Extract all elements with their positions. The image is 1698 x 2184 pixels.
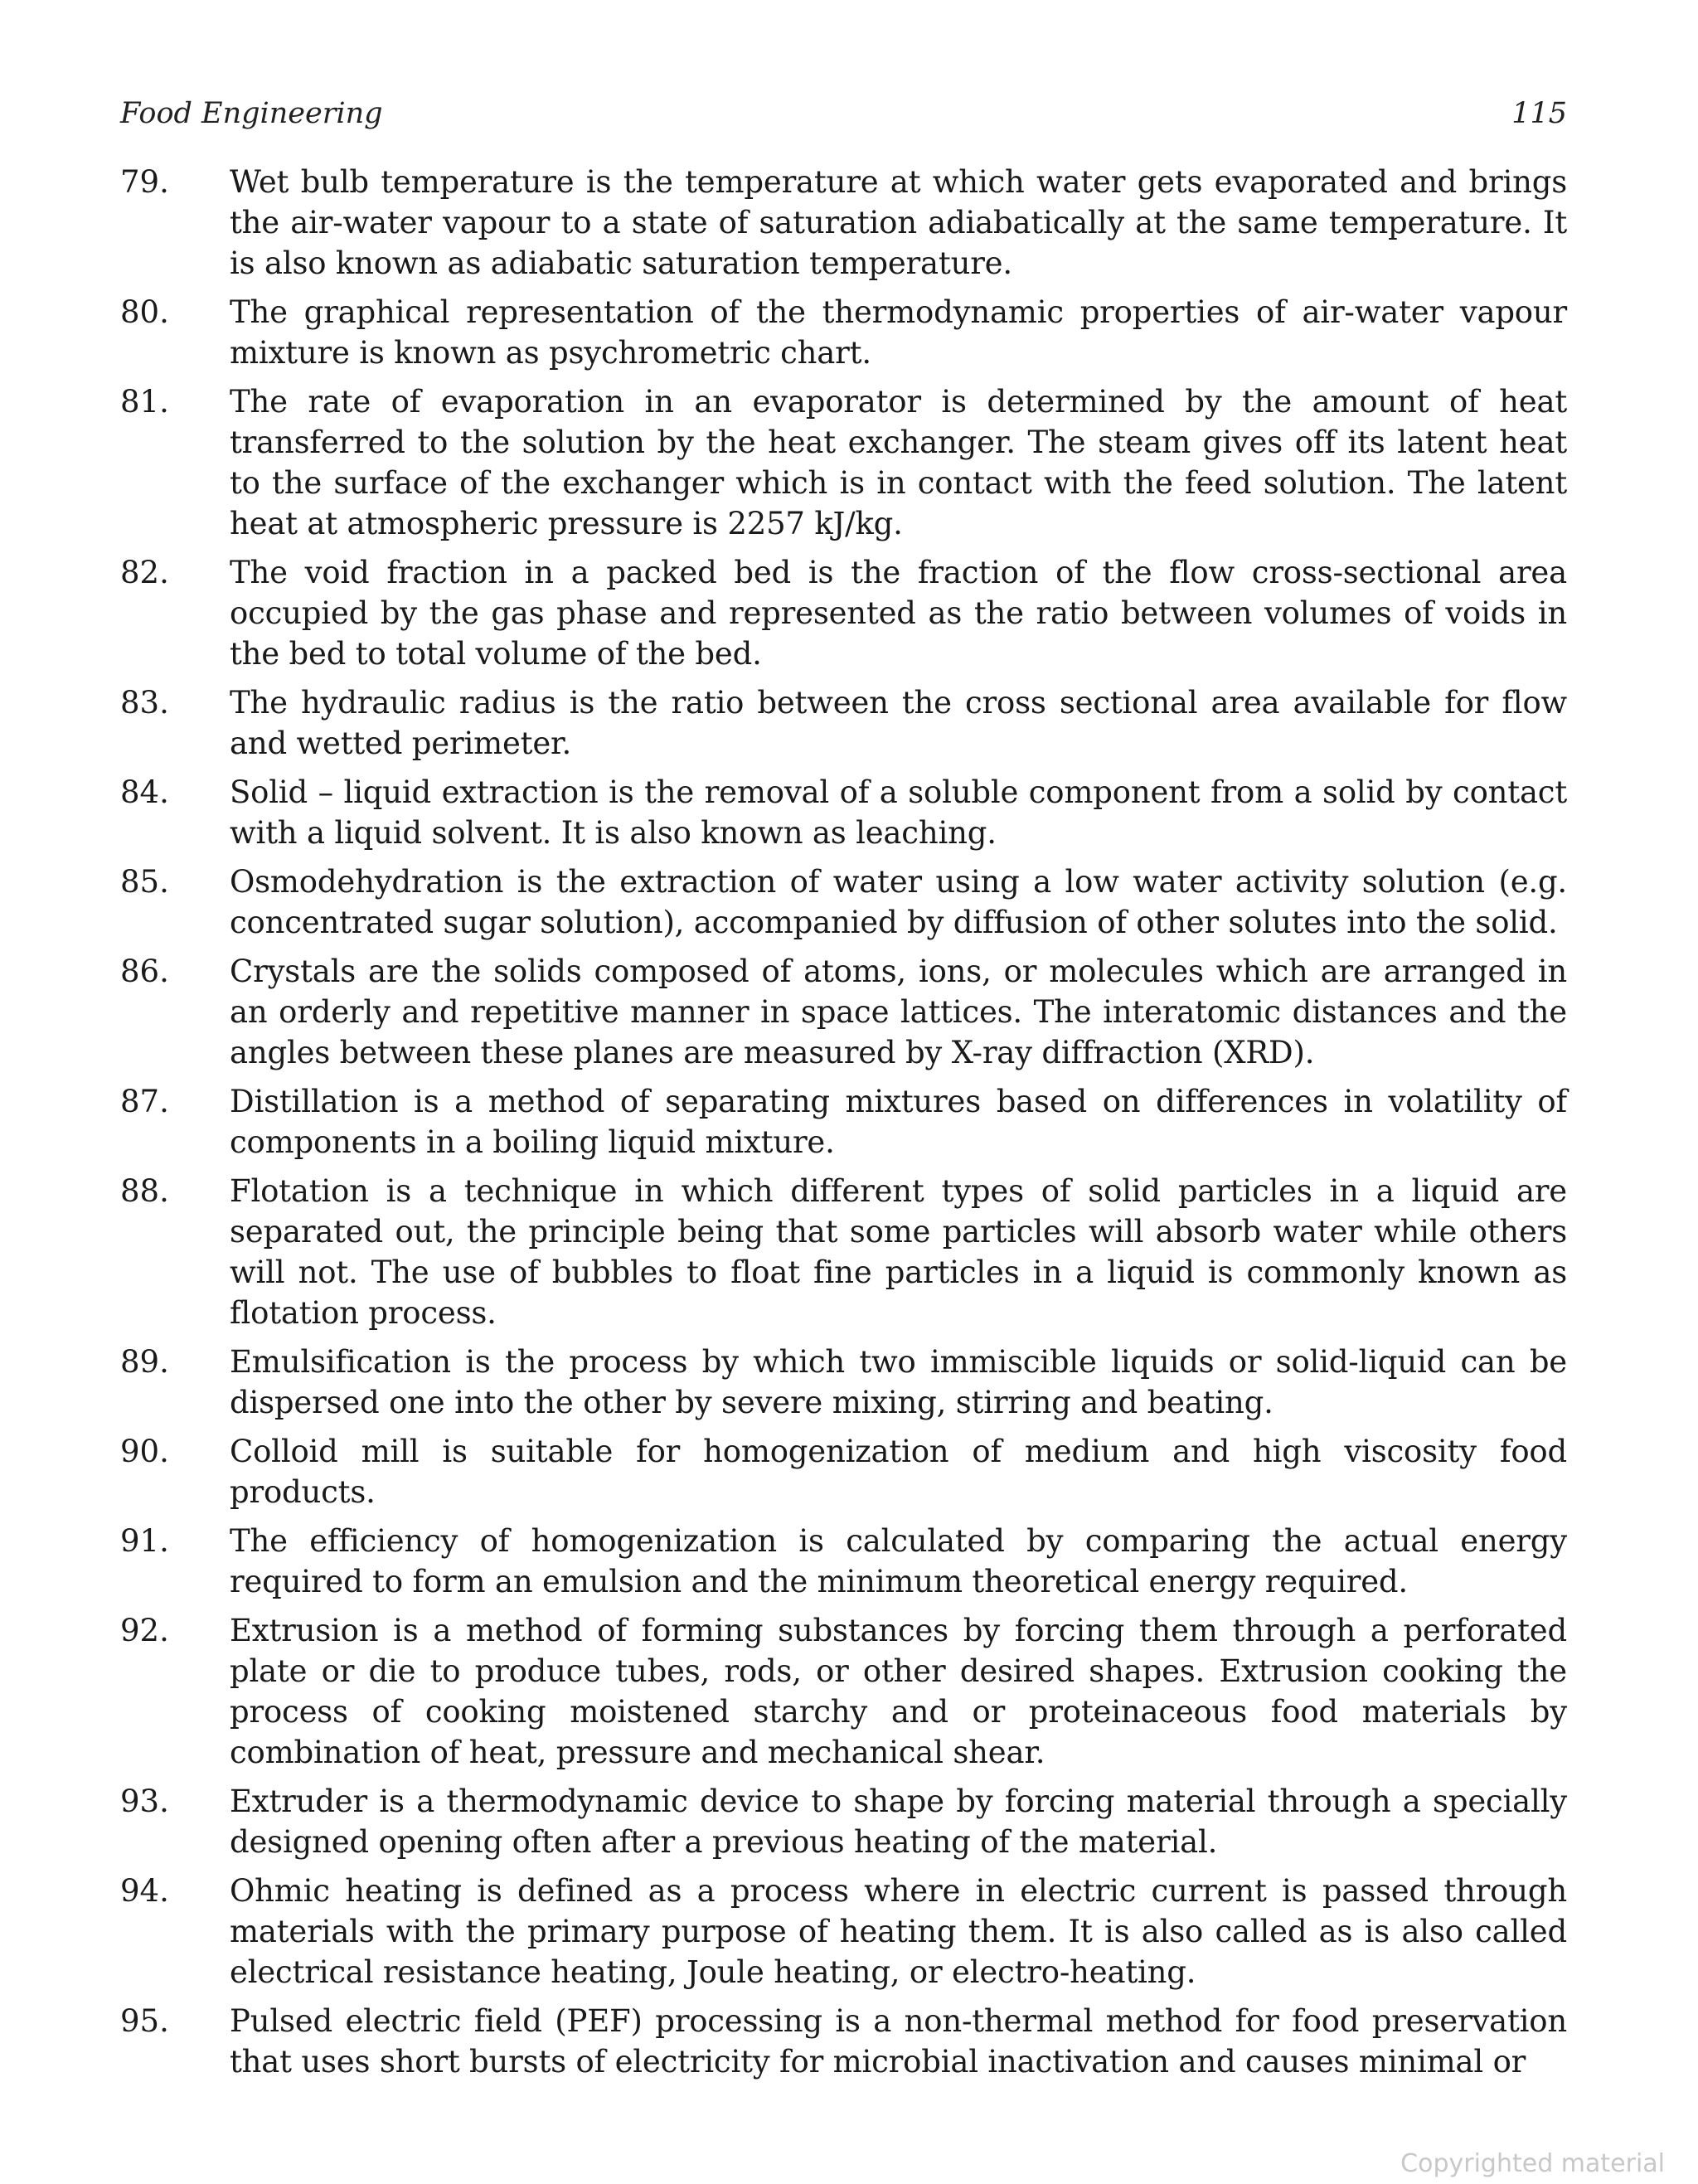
page-number: 115 bbox=[1511, 97, 1567, 130]
item-text: Solid – liquid extraction is the removal of a soluble component from a solid by contact with a liquid solvent. It is also known as leaching. bbox=[230, 774, 1567, 851]
list-item bbox=[120, 682, 1567, 764]
list-item bbox=[120, 292, 1567, 373]
item-number: 85. bbox=[120, 864, 169, 900]
list-item bbox=[120, 1431, 1567, 1512]
item-number: 81. bbox=[120, 384, 169, 420]
item-number: 88. bbox=[120, 1173, 169, 1209]
list-item bbox=[120, 772, 1567, 853]
item-text: The rate of evaporation in an evaporator is determined by the amount of heat transferred to the solution by the heat exchanger. The steam gives off its latent heat to the surface of the exchanger which is in contact with the feed solution. The latent heat at atmospheric pressure is 2257 kJ/kg. bbox=[230, 384, 1567, 541]
item-number: 91. bbox=[120, 1523, 169, 1559]
item-text: Emulsification is the process by which two immiscible liquids or solid-liquid can be dispersed one into the other by severe mixing, stirring and beating. bbox=[230, 1344, 1567, 1420]
item-number: 82. bbox=[120, 555, 169, 590]
copyright-watermark: Copyrighted material bbox=[1400, 2149, 1665, 2178]
item-number: 83. bbox=[120, 685, 169, 721]
book-title: Food Engineering bbox=[120, 97, 383, 130]
item-number: 94. bbox=[120, 1873, 169, 1909]
item-text: Extruder is a thermodynamic device to shape by forcing material through a specially designed opening often after a previous heating of the material. bbox=[230, 1784, 1567, 1860]
list-item bbox=[120, 951, 1567, 1073]
item-text: The hydraulic radius is the ratio between the cross sectional area available for flow and wetted perimeter. bbox=[230, 685, 1567, 761]
item-number: 90. bbox=[120, 1434, 169, 1469]
item-text: Crystals are the solids composed of atoms, ions, or molecules which are arranged in an orderly and repetitive manner in space lattices. The interatomic distances and the angles between these planes are measured by X-ray diffraction (XRD). bbox=[230, 954, 1567, 1070]
item-number: 93. bbox=[120, 1784, 169, 1819]
item-number: 92. bbox=[120, 1613, 169, 1648]
item-text: The efficiency of homogenization is calculated by comparing the actual energy required to form an emulsion and the minimum theoretical energy required. bbox=[230, 1523, 1567, 1599]
item-number: 80. bbox=[120, 294, 169, 330]
item-number: 79. bbox=[120, 164, 169, 200]
item-text: Flotation is a technique in which different types of solid particles in a liquid are separated out, the principle being that some particles will absorb water while others will not. The use of bubbles to float fine particles in a liquid is commonly known as flotation process. bbox=[230, 1173, 1567, 1331]
item-number: 84. bbox=[120, 774, 169, 810]
list-item bbox=[120, 381, 1567, 544]
item-text: The graphical representation of the thermodynamic properties of air-water vapour mixture is known as psychrometric chart. bbox=[230, 294, 1567, 371]
item-text: Extrusion is a method of forming substances by forcing them through a perforated plate or die to produce tubes, rods, or other desired shapes. Extrusion cooking the process of cooking moistened starchy and or proteinaceous food materials by combination of heat, pressure and mechanical shear. bbox=[230, 1613, 1567, 1770]
list-item bbox=[120, 1342, 1567, 1423]
list-item bbox=[120, 1610, 1567, 1773]
list-item bbox=[120, 1871, 1567, 1992]
item-text: Pulsed electric field (PEF) processing is a non-thermal method for food preservation that uses short bursts of electricity for microbial inactivation and causes minimal or bbox=[230, 2003, 1567, 2080]
item-text: Ohmic heating is defined as a process where in electric current is passed through materials with the primary purpose of heating them. It is also called as is also called electrical resistance heating, Joule heating, or electro-heating. bbox=[230, 1873, 1567, 1990]
list-item bbox=[120, 1781, 1567, 1862]
item-text: Osmodehydration is the extraction of water using a low water activity solution (e.g. concentrated sugar solution), accompanied by diffusion of other solutes into the solid. bbox=[230, 864, 1567, 940]
list-item bbox=[120, 861, 1567, 943]
item-number: 95. bbox=[120, 2003, 169, 2039]
item-number: 89. bbox=[120, 1344, 169, 1380]
list-item bbox=[120, 2001, 1567, 2082]
list-item bbox=[120, 162, 1567, 284]
numbered-definition-list bbox=[120, 162, 1567, 2090]
item-text: The void fraction in a packed bed is the fraction of the flow cross-sectional area occupied by the gas phase and represented as the ratio between volumes of voids in the bed to total volume of the bed. bbox=[230, 555, 1567, 672]
item-text: Wet bulb temperature is the temperature at which water gets evaporated and brings the air-water vapour to a state of saturation adiabatically at the same temperature. It is also known as adiabatic saturation temperature. bbox=[230, 164, 1567, 281]
item-text: Distillation is a method of separating mixtures based on differences in volatility of components in a boiling liquid mixture. bbox=[230, 1084, 1567, 1160]
list-item bbox=[120, 1521, 1567, 1602]
item-text: Colloid mill is suitable for homogenization of medium and high viscosity food products. bbox=[230, 1434, 1567, 1510]
list-item bbox=[120, 1081, 1567, 1162]
list-item bbox=[120, 1171, 1567, 1333]
item-number: 87. bbox=[120, 1084, 169, 1119]
running-header bbox=[120, 93, 1567, 134]
list-item bbox=[120, 552, 1567, 674]
item-number: 86. bbox=[120, 954, 169, 989]
